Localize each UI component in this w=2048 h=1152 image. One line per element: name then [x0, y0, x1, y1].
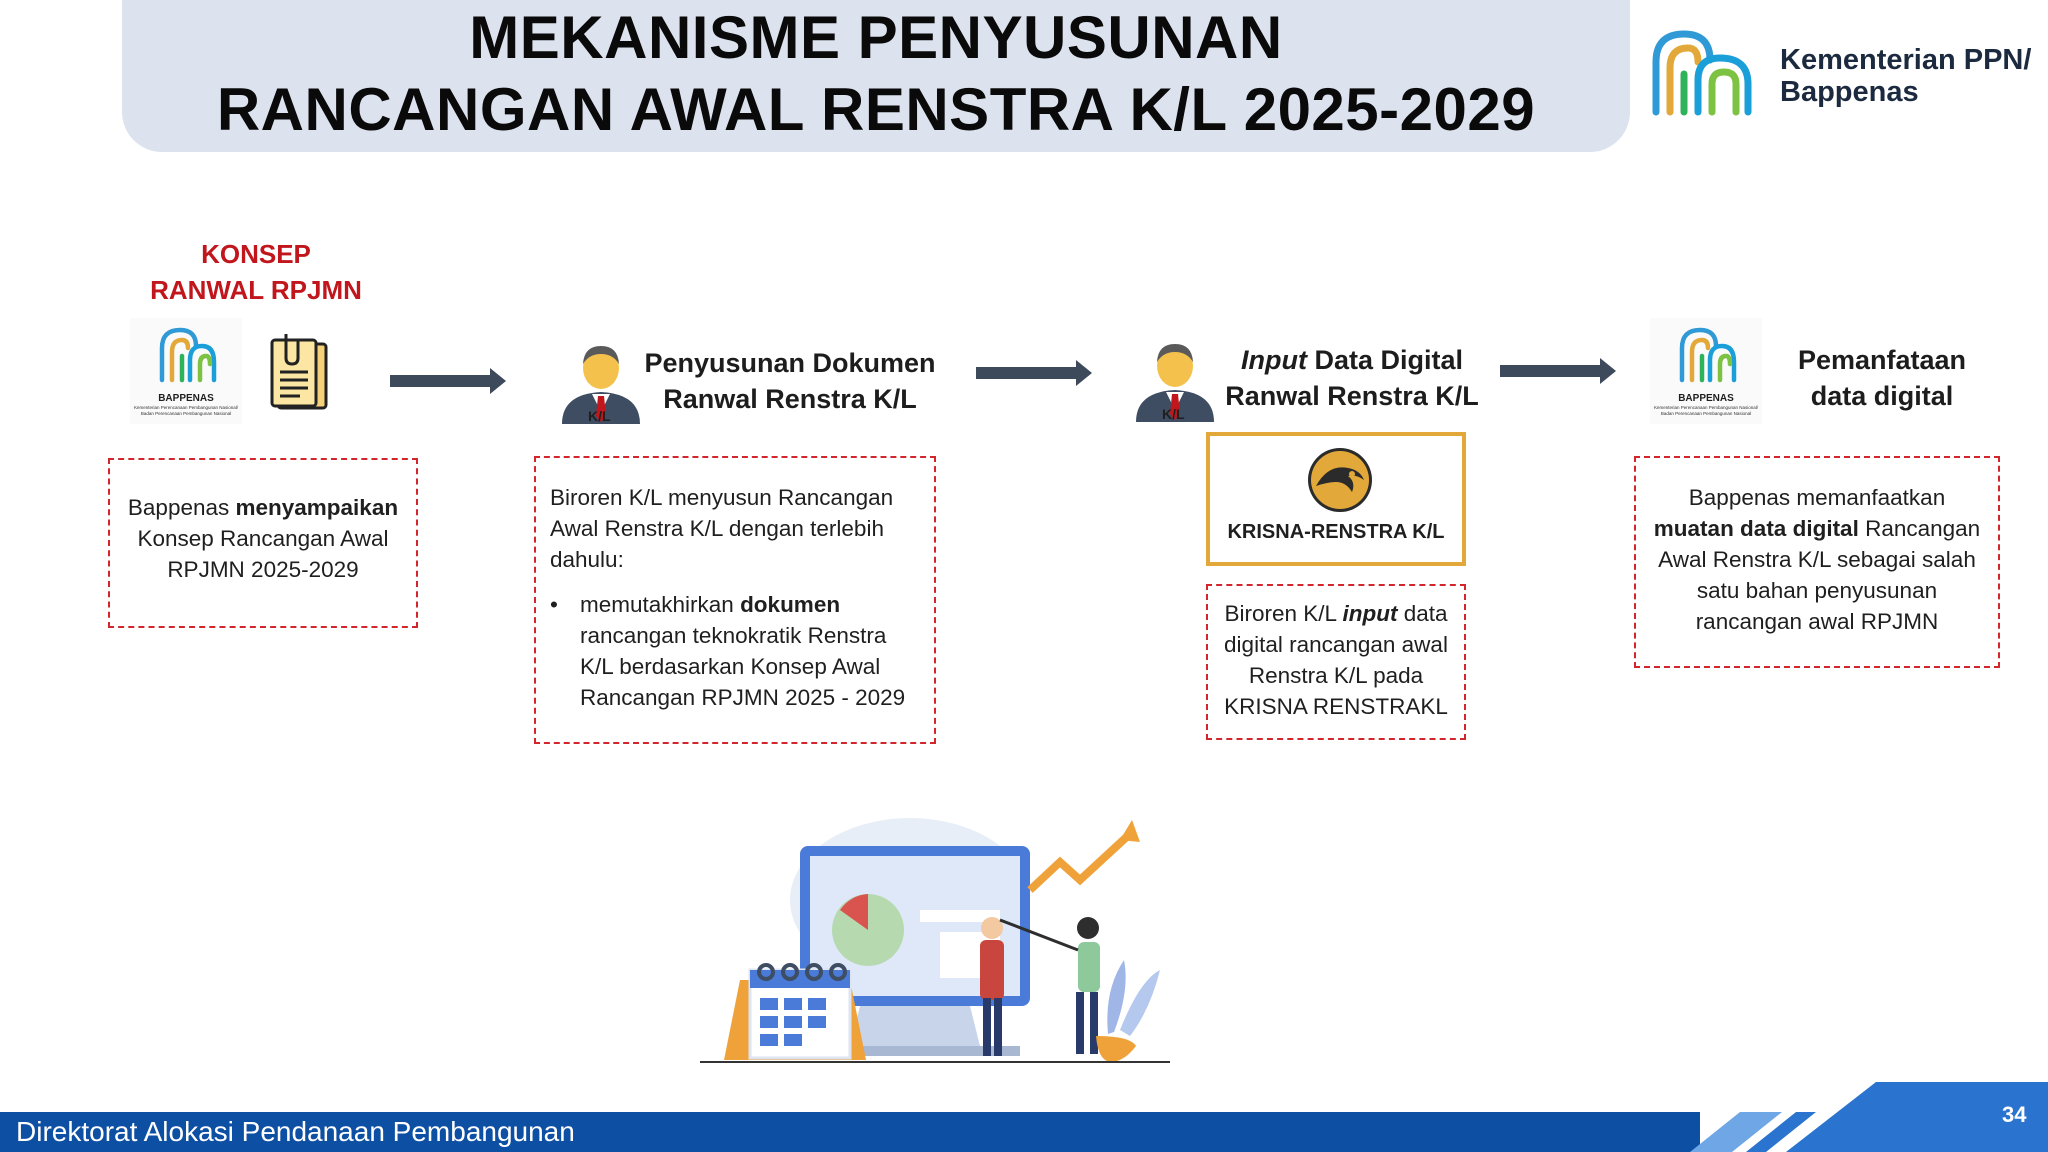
step3-box-text-post: data digital rancangan awal Renstra K/L pada KRISNA RENSTRAKL — [1224, 601, 1448, 719]
page-title-line1: MEKANISME PENYUSUNAN — [469, 4, 1283, 71]
bappenas-logo — [1648, 22, 1760, 122]
step3-kl-badge: K/L — [1162, 406, 1185, 422]
step4-title — [1762, 342, 2002, 414]
bappenas-logo-subtext1: Kementerian Perencanaan Pembangunan Nasional/ — [1653, 405, 1759, 410]
step3-box-text-pre: Biroren K/L — [1224, 601, 1343, 626]
step3-title-rest: Data Digital — [1306, 345, 1463, 375]
step4-box-text-post: Rancangan Awal Renstra K/L sebagai salah satu bahan penyusunan rancangan awal RPJMN — [1658, 516, 1981, 634]
step2-item-post: rancangan teknokratik Renstra K/L berdasarkan Konsep Awal Rancangan RPJMN 2025 - 2029 — [580, 623, 906, 710]
step4-title-line2: data digital — [1810, 381, 1954, 411]
step4-box — [1634, 456, 2000, 668]
step1-heading-line1: KONSEP — [201, 239, 311, 269]
bappenas-small-logo — [1650, 318, 1762, 388]
bappenas-logo-text: BAPPENAS — [158, 393, 214, 404]
step2-title — [640, 345, 940, 417]
step3-title-line2: Ranwal Renstra K/L — [1225, 381, 1479, 411]
footer-chevron-decoration — [1690, 1080, 2048, 1152]
step1-box-text-post: Konsep Rancangan Awal RPJMN 2025-2029 — [137, 526, 389, 582]
step2-bullet-text — [580, 589, 920, 713]
step2-title-line1: Penyusunan Dokumen — [644, 348, 936, 378]
step3-box-text-bold-italic: input — [1342, 601, 1398, 626]
krisna-logo — [1306, 446, 1374, 514]
step3-title-line1 — [1212, 342, 1492, 378]
step2-bullet-item — [550, 589, 920, 713]
step4-box-text-bold: muatan data digital — [1653, 516, 1859, 541]
bappenas-logo-subtext2: Badan Perencanaan Pembangunan Nasional — [140, 411, 232, 416]
page-number: 34 — [2002, 1102, 2027, 1127]
arrow-right-icon — [1500, 358, 1616, 384]
arrow-right-icon — [390, 368, 506, 394]
step2-box-intro: Biroren K/L menyusun Rancangan Awal Renstra K/L dengan terlebih dahulu: — [550, 485, 894, 572]
bappenas-small-logo — [130, 318, 242, 388]
krisna-label: KRISNA-RENSTRA K/L — [1227, 521, 1445, 543]
bullet-dot: • — [550, 592, 558, 617]
krisna-panel — [1206, 432, 1466, 566]
arrow-right-icon — [976, 360, 1092, 386]
footer-text: Direktorat Alokasi Pendanaan Pembangunan — [16, 1116, 575, 1147]
org-name-line1: Kementerian PPN/ — [1780, 44, 2032, 76]
bappenas-logo-card — [1650, 318, 1762, 424]
bappenas-logo-card — [130, 318, 242, 424]
bappenas-logo-text: BAPPENAS — [1678, 393, 1734, 404]
presentation-illustration — [700, 810, 1170, 1072]
step3-title-italic: Input — [1240, 345, 1307, 375]
step1-box-text-bold: menyampaikan — [235, 495, 399, 520]
step1-box-text-pre: Bappenas — [127, 495, 236, 520]
step2-box — [534, 456, 936, 744]
bappenas-logo-subtext1: Kementerian Perencanaan Pembangunan Nasional/ — [133, 405, 239, 410]
step2-item-bold: dokumen — [740, 592, 841, 617]
bappenas-logo-subtext2: Badan Perencanaan Pembangunan Nasional — [1660, 411, 1752, 416]
step2-item-pre: memutakhirkan — [580, 592, 741, 617]
document-clip-icon — [268, 332, 332, 414]
org-name-line2: Bappenas — [1780, 76, 1919, 108]
org-name — [1780, 44, 2031, 108]
step1-box — [108, 458, 418, 628]
step1-heading-line2: RANWAL RPJMN — [150, 275, 362, 305]
step4-title-line1: Pemanfataan — [1797, 345, 1967, 375]
step3-title — [1212, 342, 1492, 414]
step2-kl-badge: K/L — [588, 408, 611, 424]
step4-box-text-pre: Bappenas memanfaatkan — [1688, 485, 1946, 510]
step3-box — [1206, 584, 1466, 740]
step2-title-line2: Ranwal Renstra K/L — [663, 384, 917, 414]
step1-heading — [126, 236, 386, 308]
page-title-line2: RANCANGAN AWAL RENSTRA K/L 2025-2029 — [216, 76, 1536, 143]
